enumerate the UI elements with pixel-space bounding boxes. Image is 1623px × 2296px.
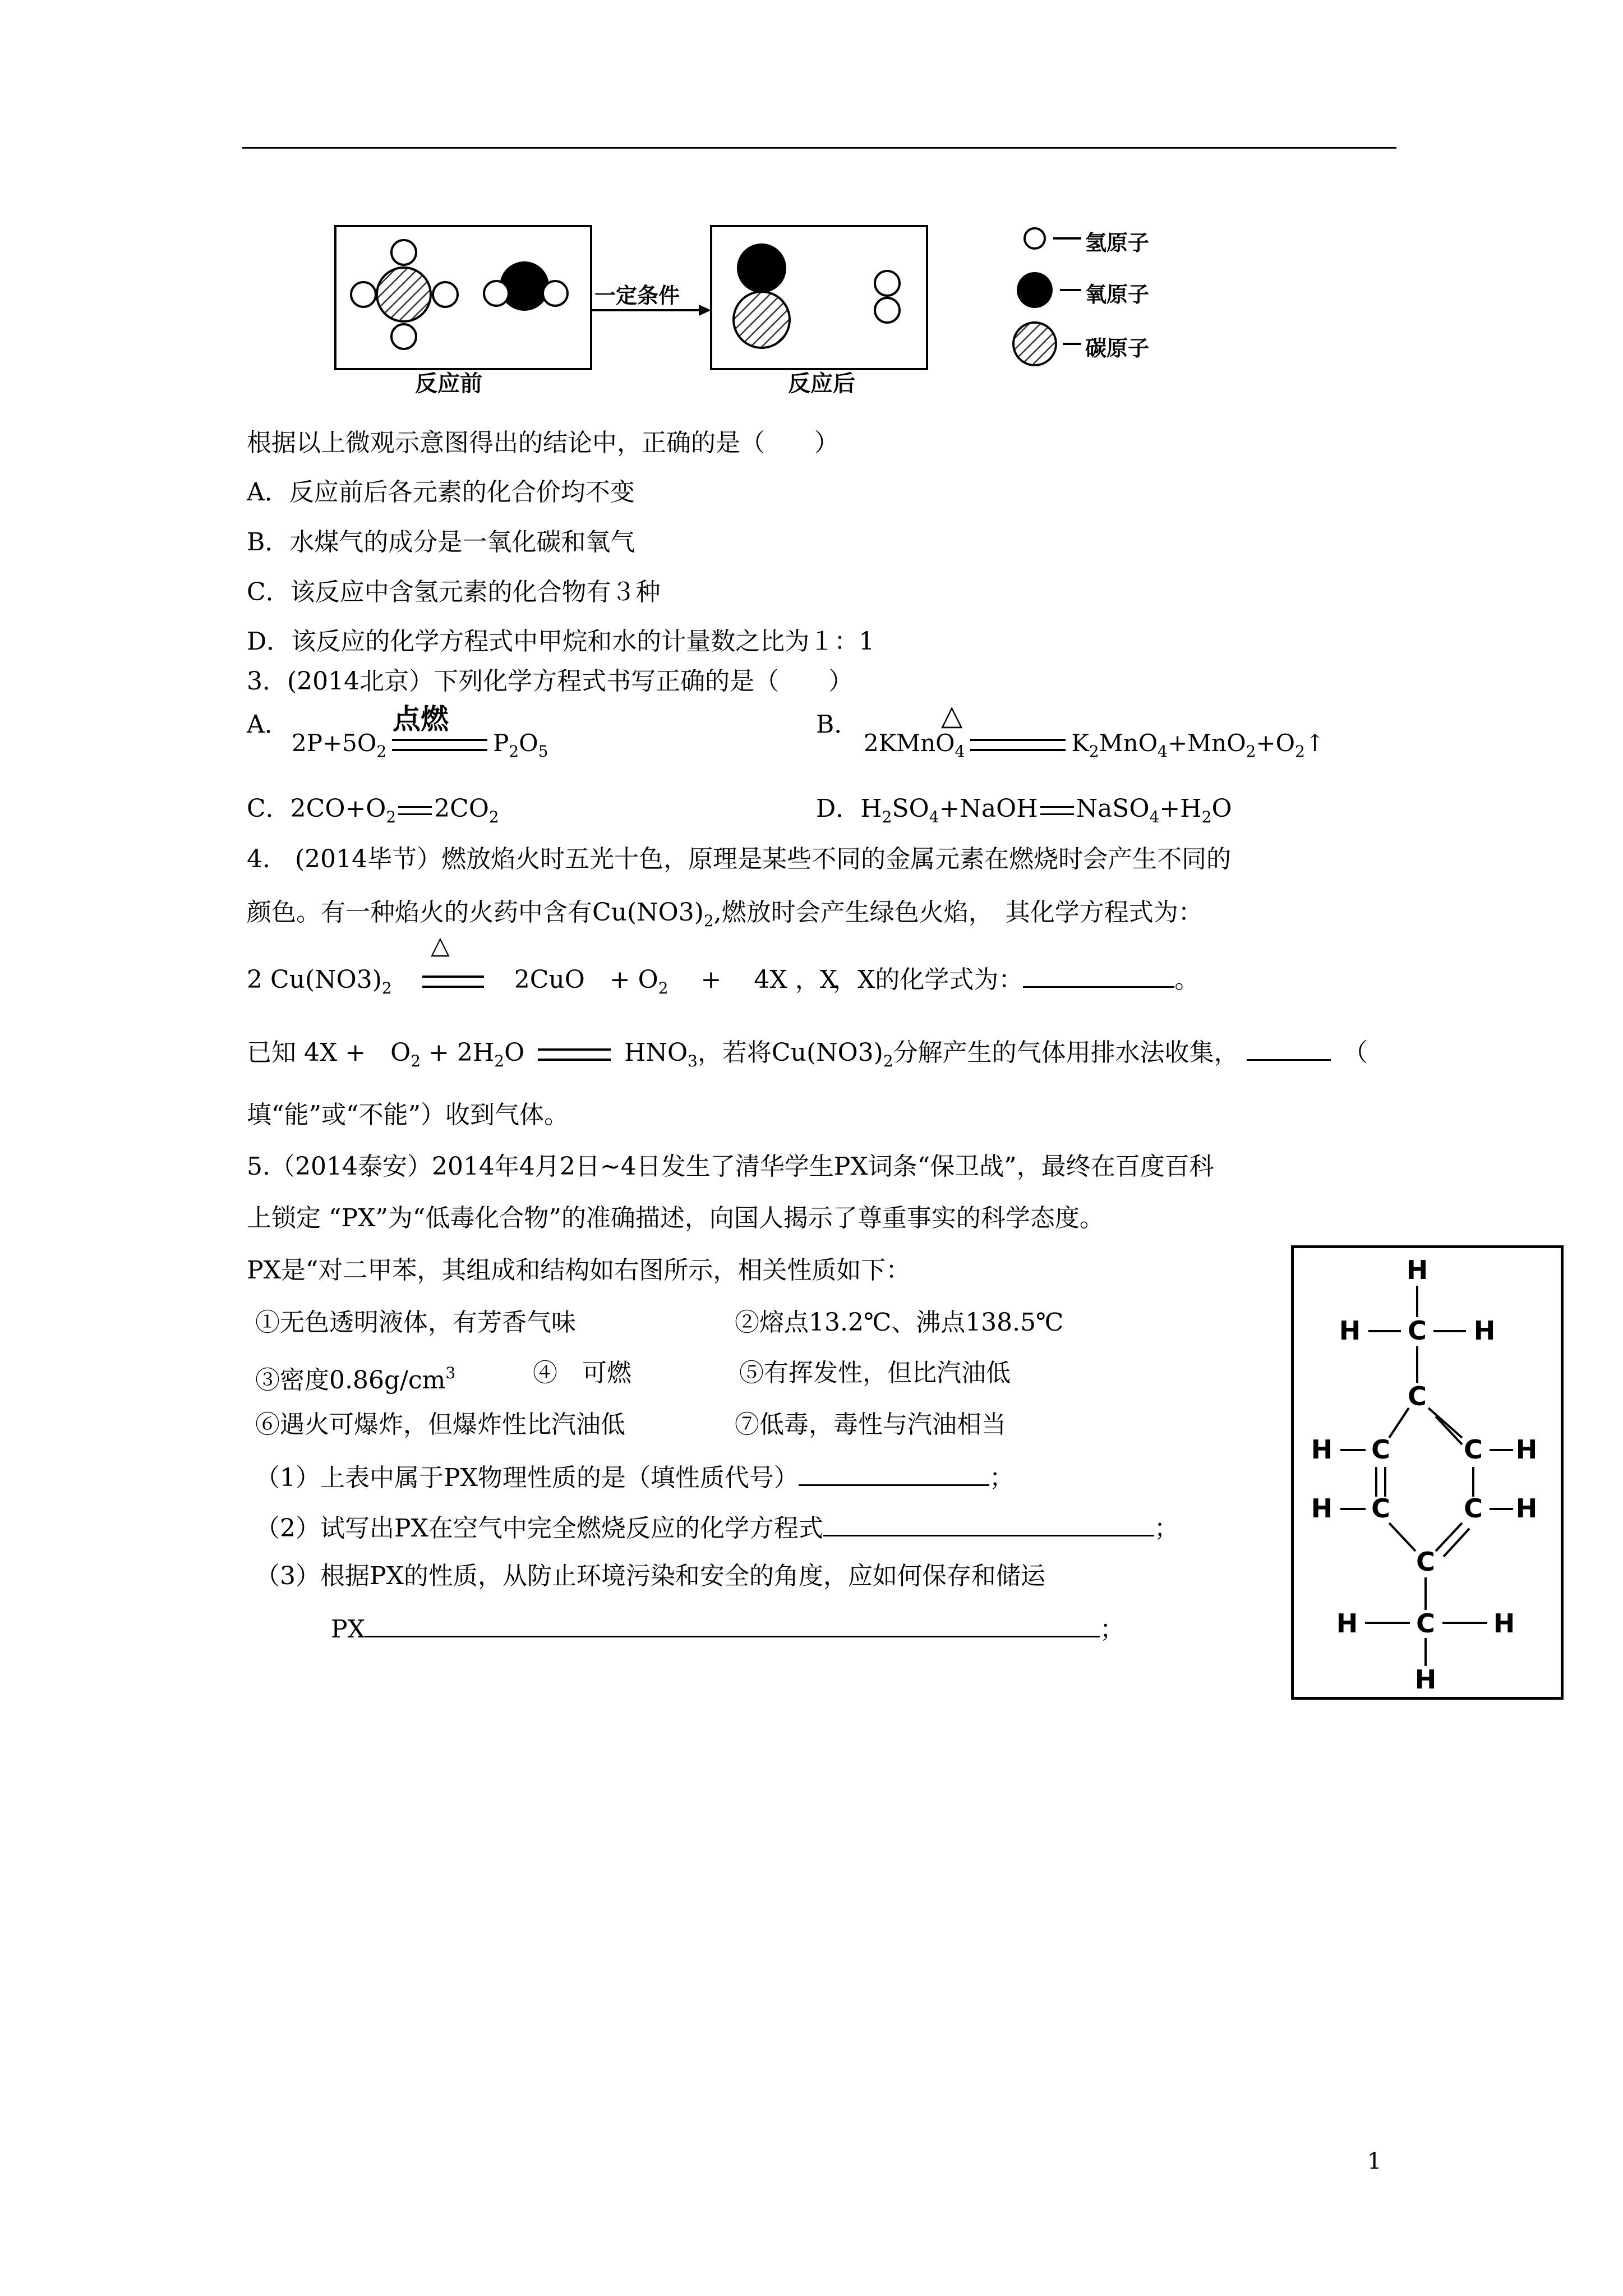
water-hydrogen-atom [484,281,509,306]
q3-stem: 3．(2014北京）下列化学方程式书写正确的是（ ） [247,667,854,696]
h2-hydrogen-atom [875,298,900,323]
q5-property-6: ⑥遇火可爆炸，但爆炸性比汽油低 [255,1410,625,1439]
q4-line1: 4. (2014毕节）燃放焰火时五光十色，原理是某些不同的金属元素在燃烧时会产生不同的 [247,845,1232,873]
q5-line3: PX是“对二甲苯，其组成和结构如右图所示，相关性质如下： [247,1256,911,1285]
q2-option-a: A．反应前后各元素的化合价均不变 [247,478,635,507]
methane-hydrogen-atom [351,282,376,307]
svg-text:H: H [1406,1255,1428,1285]
q3-option-a-label: A． [247,710,289,739]
methane-hydrogen-atom [391,324,416,349]
q5-sub3-semicolon: ； [1099,1615,1124,1644]
co-oxygen-atom [738,245,785,292]
after-label: 反应后 [788,371,855,397]
legend-label-hydrogen: 氢原子 [1085,231,1150,255]
q3-option-b-equation: 2KMnO$_4$ $K_2MnO_4+MnO_2+O_2↑$ [864,729,1325,761]
svg-text:H: H [1339,1315,1361,1346]
q2-option-b: B．水煤气的成分是一氧化碳和氧气 [247,528,635,556]
q3-option-d: D．$H_2SO_4+NaOH$ $NaSO_4+H_2O$ [816,794,1232,826]
svg-text:H: H [1311,1434,1333,1465]
q5-sub3-answer [331,1610,1124,1646]
q5-sub3-px: PX [331,1615,365,1644]
legend-oxygen-atom [1017,272,1053,308]
before-label: 反应前 [415,371,482,397]
legend-label-carbon: 碳原子 [1085,336,1150,361]
q2-stem: 根据以上微观示意图得出的结论中，正确的是（ ） [247,429,839,457]
q3-option-c-text: C．2CO+O [247,794,386,823]
legend-hydrogen-atom [1025,228,1045,249]
water-hydrogen-atom [543,281,568,306]
q4-line5: 填“能”或“不能”）收到气体。 [247,1101,569,1129]
arrow-label: 一定条件 [594,283,680,308]
q5-sub2 [255,1509,1179,1545]
methane-carbon-atom [377,268,431,321]
q5-sub3-blank[interactable] [365,1610,1100,1637]
q5-property-4: ④ 可燃 [533,1359,631,1387]
q4-line4d: （ [1343,1038,1368,1067]
q4-equation: 2 $Cu(NO3)_2$ 2CuO + $O_2$ + 4X ，X，X的化学式为： 。 [247,960,1199,1005]
svg-text:H: H [1515,1434,1538,1465]
svg-text:C: C [1371,1493,1390,1524]
svg-text:H: H [1473,1315,1496,1346]
page-number: 1 [1367,2148,1382,2174]
legend-label-oxygen: 氧原子 [1085,282,1150,307]
svg-text:H: H [1414,1664,1437,1695]
q4-line4: 已知 4X + $O_2 + 2H_2O$ $HNO_3$，若将$Cu(NO3)_2$分解产生的气体用排水法收集， （ [247,1033,1368,1078]
q4-period: 。 [1174,965,1200,994]
q5-sub1-text: （1）上表中属于PX物理性质的是（填性质代号） [255,1464,799,1492]
q5-property-5: ⑤有挥发性，但比汽油低 [739,1359,1011,1387]
q4-eq-end: ，X的化学式为： [833,965,1023,994]
q5-property-7: ⑦低毒，毒性与汽油相当 [735,1410,1006,1439]
svg-text:H: H [1311,1493,1333,1524]
q4-line4b: ，若将Cu(NO [697,1038,858,1067]
q5-sub1-blank[interactable] [799,1458,989,1486]
svg-text:C: C [1464,1493,1483,1524]
header-rule [242,147,1396,149]
q4-can-collect-blank[interactable] [1247,1033,1331,1061]
co-carbon-atom [734,292,790,348]
q3-a-condition: 点燃 [393,703,449,735]
water-oxygen-atom [501,263,548,310]
q5-sub1 [255,1458,1014,1495]
q5-sub2-blank[interactable] [823,1509,1154,1536]
q2-option-d: D．该反应的化学方程式中甲烷和水的计量数之比为１：1 [247,627,875,656]
q3-option-b-label: B． [816,710,859,739]
q5-sub3: （3）根据PX的性质，从防止环境污染和安全的角度，应如何保存和储运 [255,1562,1045,1590]
q5-sub2-text: （2）试写出PX在空气中完全燃烧反应的化学方程式 [255,1514,823,1543]
q4-condition: △ [431,931,450,960]
q4-line2: 颜色。有一种焰火的火药中含有$Cu(NO3)_2$,燃放时会产生绿色火焰， 其化学方程式为： [247,898,1203,930]
q5-line1: 5.（2014泰安）2014年4月2日~4日发生了清华学生PX词条“保卫战”，最终在百度百科 [247,1152,1214,1181]
q5-sub2-semicolon: ； [1154,1514,1179,1543]
methane-hydrogen-atom [391,240,416,265]
q5-sub1-semicolon: ； [989,1464,1014,1492]
q3-option-a-equation: $2P+5O_2$ $P_2O_5$ [292,729,548,761]
q5-property-2: ②熔点13.2℃、沸点138.5℃ [735,1308,1064,1337]
h2-hydrogen-atom [875,271,900,296]
q5-property-3-text: ③密度0.86g/cm [255,1366,446,1395]
q5-line2: 上锁定 “PX”为“低毒化合物”的准确描述，向国人揭示了尊重事实的科学态度。 [247,1204,1104,1232]
legend-carbon-atom [1013,323,1056,365]
q5-property-3: ③密度$0.86g/cm^3$ [255,1364,456,1395]
px-structure-diagram [1291,1245,1564,1700]
q2-option-c: C．该反应中含氢元素的化合物有３种 [247,578,661,606]
q4-formula-blank[interactable] [1023,960,1174,988]
svg-text:C: C [1408,1315,1427,1346]
q3-option-c: C．$2CO+O_2$ $2CO_2$ [247,794,499,826]
methane-hydrogen-atom [433,282,458,307]
svg-text:C: C [1408,1381,1427,1411]
q3-b-condition: △ [941,699,963,731]
svg-text:H: H [1493,1608,1515,1639]
q4-line2b: ,燃放时会产生绿色火焰， 其化学方程式为： [713,898,1203,927]
svg-text:H: H [1336,1608,1358,1639]
svg-text:C: C [1371,1434,1390,1465]
svg-text:C: C [1416,1547,1435,1577]
q4-line2a: 颜色。有一种焰火的火药中含有Cu(NO [247,898,679,927]
q4-line4a: 已知 4X + O [247,1038,411,1067]
q3-option-d-text: D．H [816,794,882,823]
q4-line4c: 分解产生的气体用排水法收集， [893,1038,1239,1067]
q5-property-1: ①无色透明液体，有芳香气味 [255,1308,576,1337]
svg-text:C: C [1416,1608,1435,1639]
svg-text:H: H [1515,1493,1538,1524]
svg-text:C: C [1464,1434,1483,1465]
